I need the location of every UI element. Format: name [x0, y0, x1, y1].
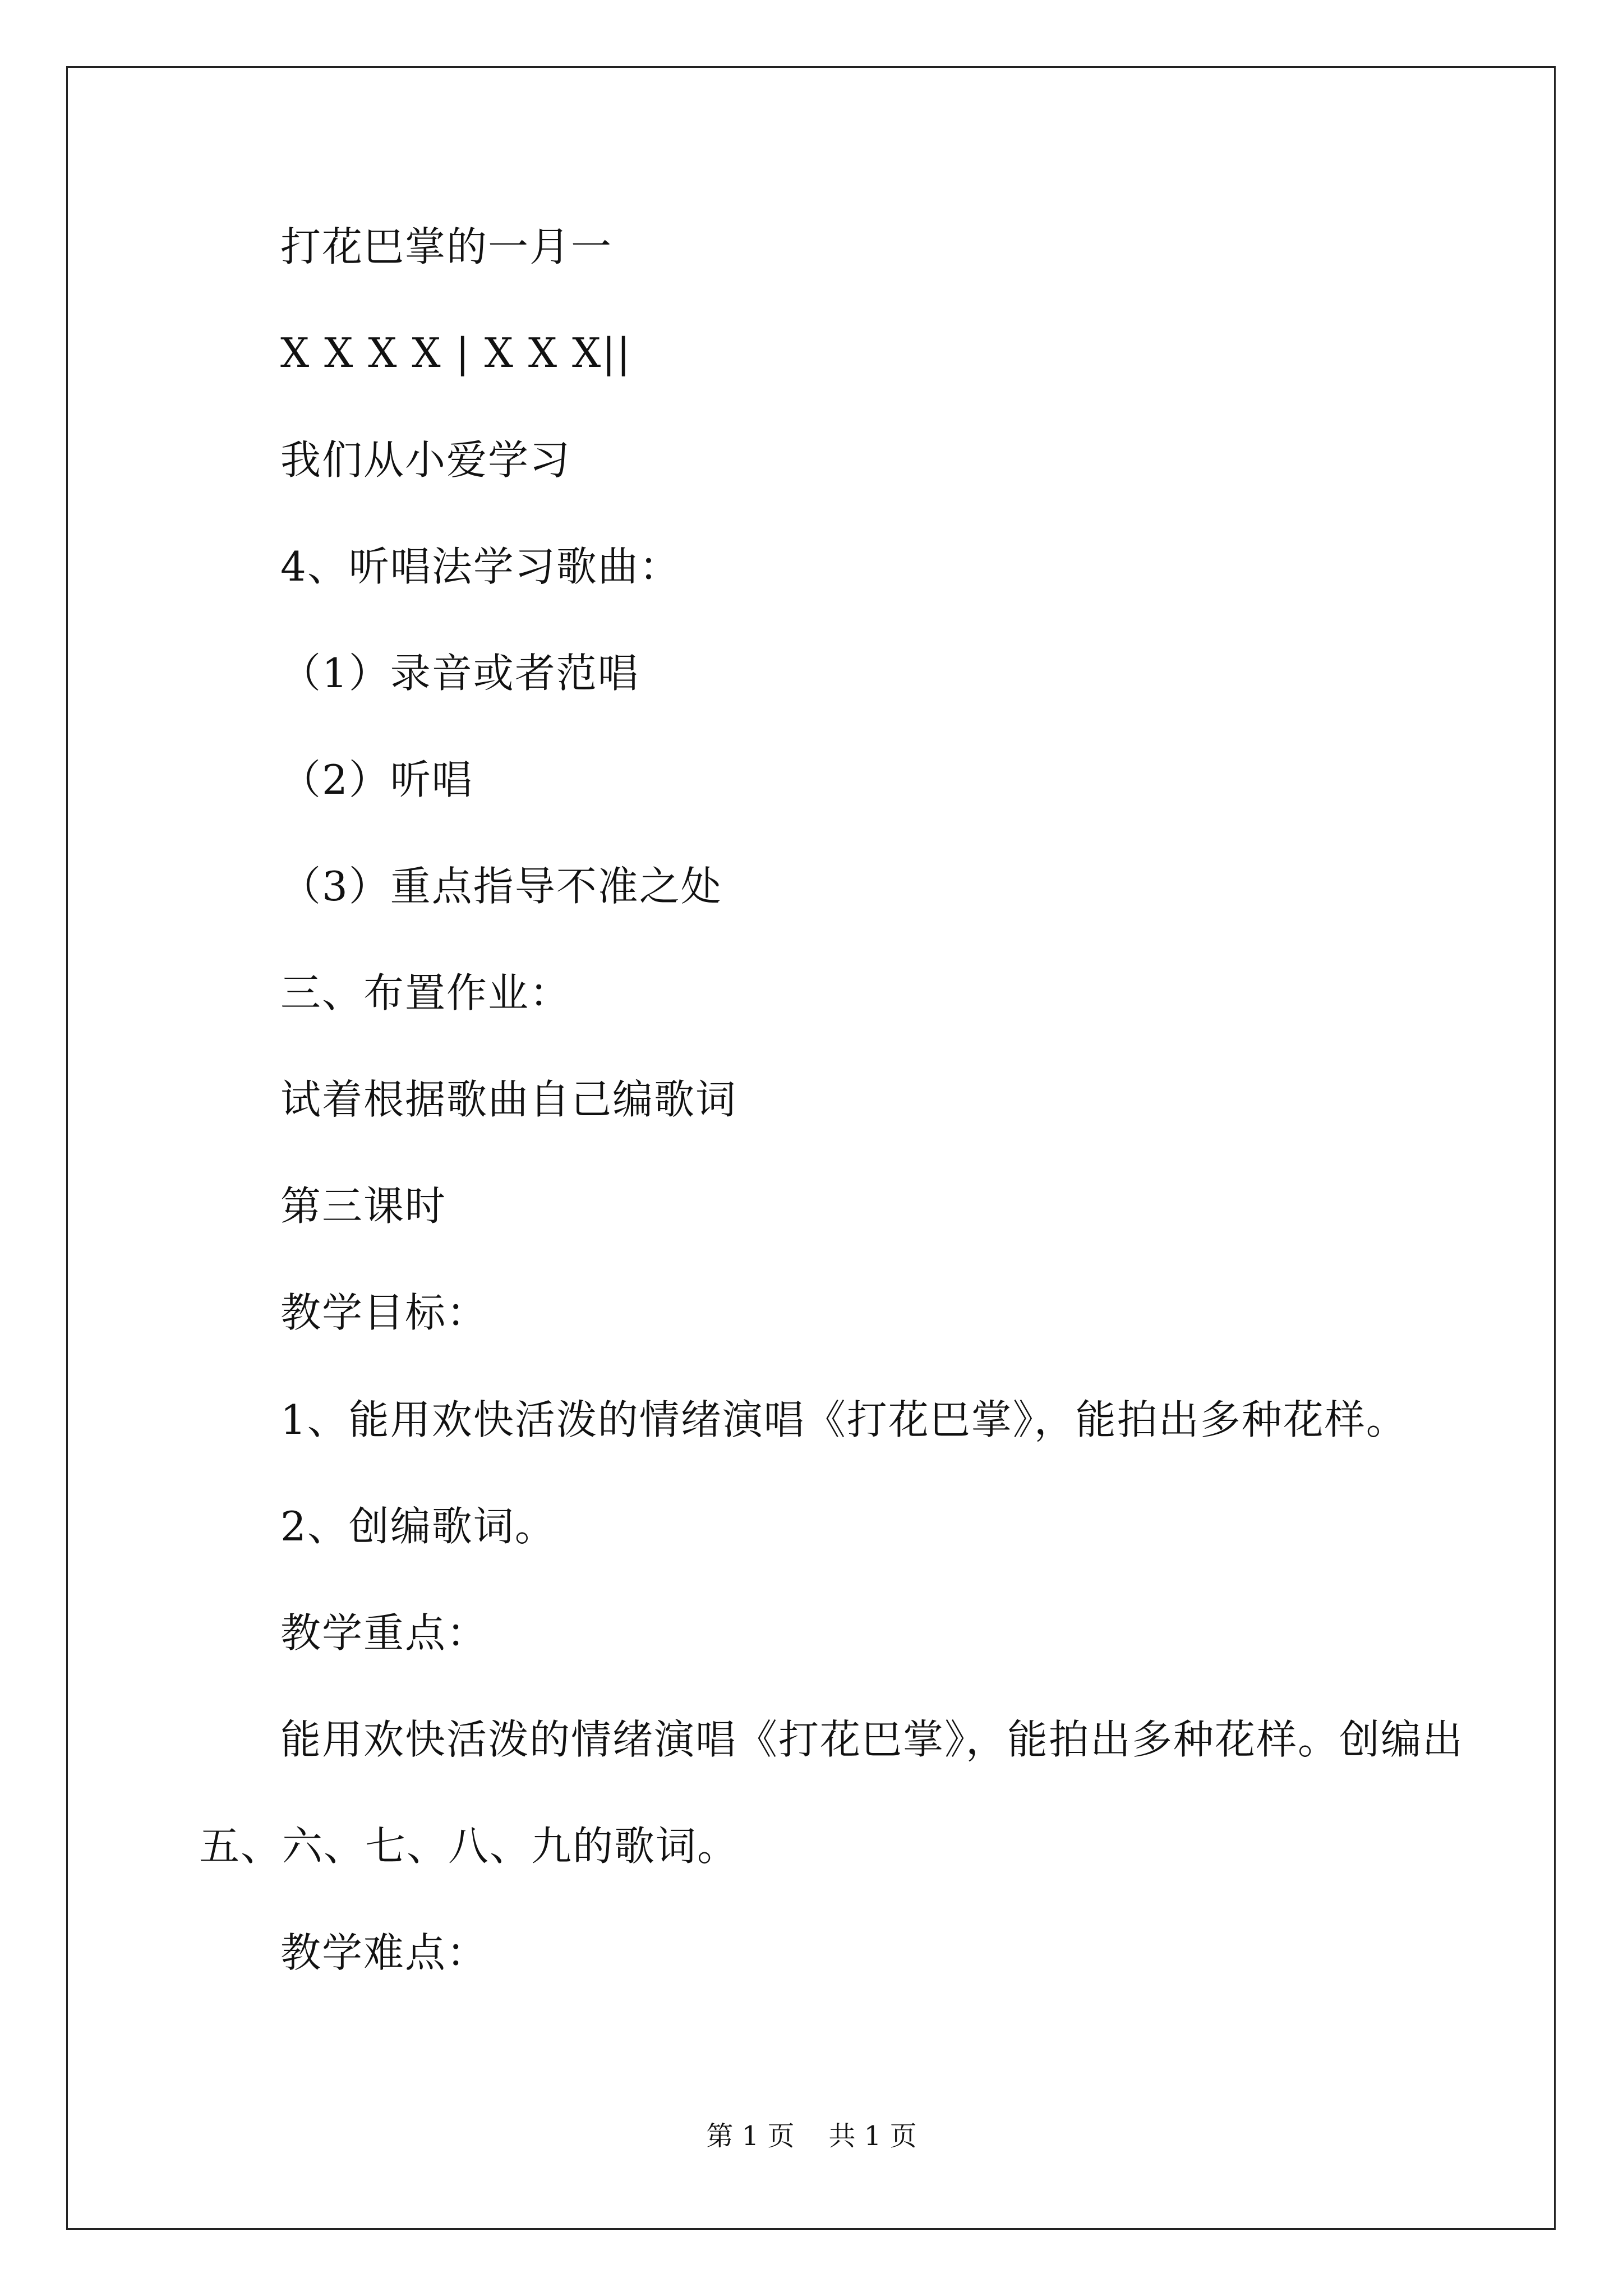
line-16: 五、六、七、八、九的歌词。 [199, 1823, 739, 1870]
line-9: 试着根据歌曲自己编歌词 [280, 1076, 737, 1123]
line-4: 4、听唱法学习歌曲： [280, 543, 681, 590]
line-10: 第三课时 [280, 1182, 447, 1230]
line-15: 能用欢快活泼的情绪演唱《打花巴掌》，能拍出多种花样。创编出 [280, 1716, 1464, 1763]
line-1: 打花巴掌的一月一 [280, 223, 613, 270]
line-7: （3）重点指导不准之处 [280, 863, 722, 910]
line-13: 2、创编歌词。 [280, 1503, 556, 1550]
line-6: （2）听唱 [280, 756, 473, 803]
page-footer: 第 1 页 共 1 页 [706, 2120, 917, 2152]
line-5: （1）录音或者范唱 [280, 650, 639, 697]
line-8: 三、布置作业： [280, 969, 571, 1016]
line-17: 教学难点： [280, 1929, 488, 1976]
line-12: 1、能用欢快活泼的情绪演唱《打花巴掌》，能拍出多种花样。 [280, 1396, 1408, 1443]
page-border [66, 66, 1556, 2230]
line-3: 我们从小爱学习 [280, 436, 571, 484]
line-2: X X X X | X X X|| [280, 329, 631, 376]
line-14: 教学重点： [280, 1609, 488, 1657]
line-11: 教学目标： [280, 1289, 488, 1336]
